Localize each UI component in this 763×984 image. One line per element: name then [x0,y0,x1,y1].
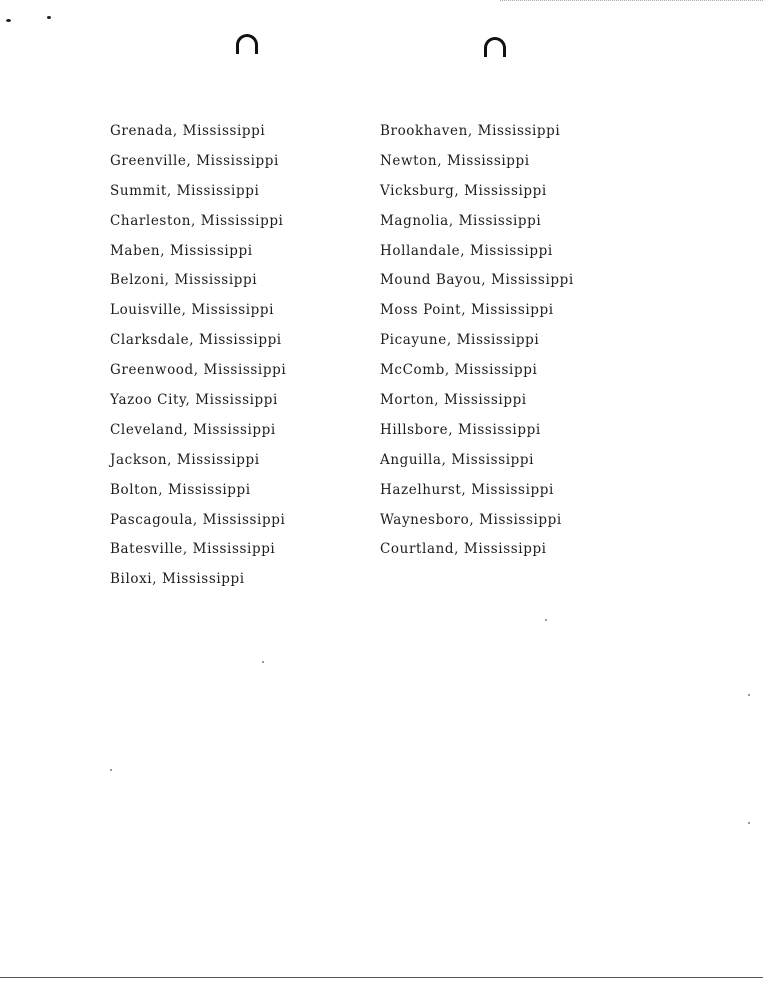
list-item: Jackson, Mississippi [110,451,260,468]
list-item: Newton, Mississippi [380,152,530,169]
scan-mark [6,19,11,22]
scan-mark [47,16,51,19]
list-item: Clarksdale, Mississippi [110,332,282,349]
list-item: Yazoo City, Mississippi [110,392,278,409]
list-item: Hollandale, Mississippi [380,242,553,259]
list-item: Cleveland, Mississippi [110,421,276,438]
list-item: Waynesboro, Mississippi [380,511,562,528]
scan-speck [262,661,264,663]
list-item: Belzoni, Mississippi [110,272,258,289]
list-item: Pascagoula, Mississippi [110,511,286,528]
list-item: Maben, Mississippi [110,242,253,259]
list-item: Biloxi, Mississippi [110,571,245,588]
list-item: Picayune, Mississippi [380,332,540,349]
scan-speck [748,694,750,696]
list-item: Moss Point, Mississippi [380,302,554,319]
list-item: Hazelhurst, Mississippi [380,481,554,498]
list-item: Courtland, Mississippi [380,541,547,558]
list-item: Grenada, Mississippi [110,123,266,139]
list-item: McComb, Mississippi [380,362,538,379]
list-item: Hillsbore, Mississippi [380,421,541,438]
list-item: Bolton, Mississippi [110,481,251,498]
right-city-list [380,119,574,567]
list-item: Greenville, Mississippi [110,152,279,169]
bottom-edge-line [0,977,763,978]
list-item: Mound Bayou, Mississippi [380,272,574,289]
scan-speck [110,769,112,771]
punch-hole-mark [484,37,506,57]
list-item: Brookhaven, Mississippi [380,123,561,139]
list-item: Morton, Mississippi [380,392,527,409]
list-item: Magnolia, Mississippi [380,212,542,229]
list-item: Louisville, Mississippi [110,302,275,319]
scan-speck [545,619,547,621]
scan-speck [748,822,750,824]
list-item: Summit, Mississippi [110,182,260,199]
punch-hole-mark [236,34,258,54]
list-item: Charleston, Mississippi [110,212,284,229]
list-item: Vicksburg, Mississippi [380,182,547,199]
list-item: Greenwood, Mississippi [110,362,287,379]
list-item: Batesville, Mississippi [110,541,276,558]
top-edge-dots [500,0,763,3]
left-city-list [110,119,286,597]
list-item: Anguilla, Mississippi [380,451,535,468]
